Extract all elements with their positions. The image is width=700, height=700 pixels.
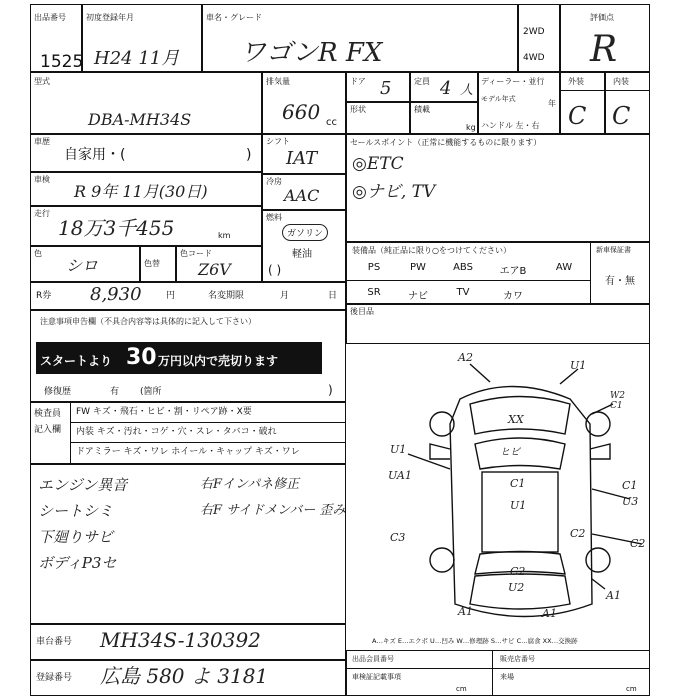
banner-pre: スタートより bbox=[40, 354, 113, 368]
type-label: 型式 bbox=[34, 77, 50, 86]
shape-label: 形状 bbox=[350, 105, 366, 114]
mark-c2-side: C2 bbox=[570, 527, 586, 540]
mark-c3: C3 bbox=[390, 531, 406, 544]
capacity-unit: 人 bbox=[460, 83, 474, 98]
mark-crack: ヒビ bbox=[500, 447, 520, 458]
mark-w2: W2 bbox=[610, 391, 625, 401]
mark-c2-far: C2 bbox=[630, 537, 646, 550]
history-value: 自家用・( bbox=[64, 147, 126, 163]
fw-row: FW キズ・飛石・ヒビ・割・リペア跡・X要 bbox=[76, 407, 252, 417]
score-value: R bbox=[590, 29, 618, 70]
color-code-value: Z6V bbox=[198, 260, 231, 279]
drive-2wd: 2WD bbox=[523, 27, 545, 37]
model-grade-label: 車名・グレード bbox=[206, 13, 262, 22]
plate-label: 登録番号 bbox=[36, 673, 73, 683]
displacement-unit: cc bbox=[326, 117, 337, 128]
car-diagram bbox=[30, 4, 650, 696]
score-label: 評価点 bbox=[590, 13, 614, 22]
shift-label: シフト bbox=[266, 137, 290, 146]
remark-left-3: 下廻りサビ bbox=[38, 528, 114, 546]
equip-ps: PS bbox=[367, 262, 381, 273]
mileage-value: 18万3千455 bbox=[58, 216, 175, 240]
color-change-label: 色替 bbox=[144, 259, 160, 268]
model-year-label: モデル年式 bbox=[481, 95, 516, 103]
recycle-value: 8,930 bbox=[90, 284, 142, 305]
dealer-label: ディーラー・並行 bbox=[481, 77, 545, 86]
plate-value: 広島 580 よ 3181 bbox=[100, 664, 269, 688]
capacity-label: 定員 bbox=[414, 77, 430, 86]
chassis-label: 車台番号 bbox=[36, 637, 73, 647]
new-car-warranty-label: 新車保証書 bbox=[596, 246, 631, 254]
load-label: 積載 bbox=[414, 105, 430, 114]
repair-close-paren: ) bbox=[328, 383, 333, 397]
equip-abs: ABS bbox=[453, 262, 473, 273]
chassis-value: MH34S-130392 bbox=[100, 628, 261, 652]
equip-pw: PW bbox=[410, 262, 426, 273]
capacity-value: 4 bbox=[440, 78, 452, 99]
sales-line-2: ◎ナビ, TV bbox=[352, 182, 436, 202]
equipment-label: 装備品（純正品に限り○をつけてください） bbox=[352, 246, 511, 255]
sales-label: セールスポイント（正常に機能するものに限ります） bbox=[350, 138, 542, 147]
mark-a1-bottom-right: A1 bbox=[542, 607, 557, 620]
mileage-label: 走行 bbox=[34, 209, 50, 218]
cm-unit-1: cm bbox=[456, 685, 467, 693]
diesel-parens: ( ) bbox=[268, 263, 282, 277]
yen-unit: 円 bbox=[166, 291, 176, 301]
remark-left-1: エンジン異音 bbox=[38, 476, 128, 494]
first-reg-value: H24 11月 bbox=[94, 48, 180, 69]
damage-legend: A…キズ E…エクボ U…凹み W…修理跡 S…サビ C…腐食 XX…交換跡 bbox=[372, 637, 578, 645]
load-unit: kg bbox=[466, 123, 476, 132]
ac-label: 冷房 bbox=[266, 177, 282, 186]
interior-row: 内装 キズ・汚れ・コゲ・穴・スレ・タバコ・破れ bbox=[76, 427, 277, 437]
month-unit: 月 bbox=[280, 291, 290, 301]
mark-c2-rear: C2 bbox=[510, 565, 526, 578]
inspection-label: 車検 bbox=[34, 175, 50, 184]
mark-u3: U3 bbox=[622, 495, 639, 508]
handle-label: ハンドル 左・右 bbox=[481, 121, 540, 130]
lot-label: 出品番号 bbox=[34, 13, 66, 22]
visit-label: 来場 bbox=[500, 673, 514, 681]
mark-u1-left: U1 bbox=[390, 443, 407, 456]
remark-left-4: ボディP3セ bbox=[38, 554, 117, 572]
recycle-label: R券 bbox=[36, 291, 52, 301]
repair-value: 有 bbox=[110, 387, 120, 397]
equip-navi: ナビ bbox=[408, 291, 428, 302]
equip-sr: SR bbox=[367, 287, 381, 298]
mark-xx: XX bbox=[508, 413, 524, 426]
history-label: 車歴 bbox=[34, 137, 50, 146]
first-reg-label: 初度登録年月 bbox=[86, 13, 134, 22]
door-label: ドア bbox=[350, 77, 366, 86]
inspection-value: R 9年 11月(30日) bbox=[74, 182, 208, 201]
equip-airbag: エアB bbox=[499, 266, 527, 277]
equip-aw: AW bbox=[555, 262, 573, 273]
equip-tv: TV bbox=[456, 287, 470, 298]
exterior-grade: C bbox=[568, 102, 587, 130]
sales-line-1: ◎ETC bbox=[352, 154, 404, 174]
name-deadline-label: 名変期限 bbox=[208, 291, 245, 301]
fuel-value: ガソリン bbox=[282, 224, 328, 241]
color-code-label: 色コード bbox=[180, 249, 212, 258]
day-unit: 日 bbox=[328, 291, 338, 301]
after-label: 後目品 bbox=[350, 307, 374, 316]
color-label: 色 bbox=[34, 249, 42, 258]
mark-a1-right: A1 bbox=[606, 589, 621, 602]
exterior-label: 外装 bbox=[568, 77, 584, 86]
color-value: シロ bbox=[66, 256, 99, 275]
mark-c1-roof: C1 bbox=[510, 477, 526, 490]
inspector-label: 検査員 bbox=[34, 409, 62, 419]
interior-grade: C bbox=[612, 102, 631, 130]
mark-u2: U2 bbox=[508, 581, 525, 594]
displacement-label: 排気量 bbox=[266, 77, 290, 86]
mark-c1-side: C1 bbox=[622, 479, 638, 492]
shift-value: IAT bbox=[286, 148, 318, 169]
door-mirror-row: ドアミラー キズ・ワレ ホイール・キャップ キズ・ワレ bbox=[76, 447, 300, 457]
remark-left-2: シートシミ bbox=[38, 502, 114, 520]
mileage-unit: km bbox=[218, 231, 231, 240]
mark-u1-top: U1 bbox=[570, 359, 587, 372]
mark-c1-right: C1 bbox=[610, 401, 623, 411]
warranty-value: 有・無 bbox=[605, 276, 635, 287]
ac-value: AAC bbox=[284, 186, 320, 205]
equip-leather: カワ bbox=[503, 291, 523, 302]
repair-label: 修復歴 bbox=[44, 387, 72, 397]
banner-post: 万円以内で売切ります bbox=[158, 354, 279, 368]
assoc-label: 出品会員番号 bbox=[352, 655, 394, 663]
remark-right-1: 右Fインパネ修正 bbox=[200, 477, 300, 492]
footer-info-row bbox=[346, 668, 650, 669]
entry-label: 記入欄 bbox=[34, 425, 62, 435]
footer-info-divider bbox=[492, 650, 493, 696]
cm-unit-2: cm bbox=[626, 685, 637, 693]
model-grade-value: ワゴンR FX bbox=[240, 38, 383, 68]
lot-number: 1525 bbox=[40, 52, 84, 72]
diesel-label: 軽油 bbox=[292, 249, 312, 260]
type-value: DBA-MH34S bbox=[88, 110, 192, 129]
displacement-value: 660 bbox=[282, 100, 321, 124]
sale-no-label: 販売店番号 bbox=[500, 655, 535, 663]
repair-where: (箇所 bbox=[140, 387, 162, 397]
mark-ua1: UA1 bbox=[388, 469, 412, 482]
reg-label: 車検証記載事項 bbox=[352, 673, 401, 681]
year-unit: 年 bbox=[548, 99, 556, 108]
drive-4wd: 4WD bbox=[523, 53, 545, 63]
auction-sheet bbox=[30, 4, 650, 696]
mark-u1-roof: U1 bbox=[510, 499, 527, 512]
interior-label: 内装 bbox=[613, 77, 629, 86]
banner-big: 30 bbox=[126, 345, 157, 370]
remark-right-2: 右F サイドメンバー 歪み bbox=[200, 503, 346, 518]
mark-a2: A2 bbox=[458, 351, 473, 364]
door-value: 5 bbox=[380, 78, 392, 99]
mark-a1-bottom-left: A1 bbox=[458, 605, 473, 618]
fuel-label: 燃料 bbox=[266, 213, 282, 222]
history-close-paren: ) bbox=[246, 147, 252, 163]
notes-title: 注意事項申告欄（不具合内容等は具体的に記入して下さい） bbox=[40, 317, 256, 326]
